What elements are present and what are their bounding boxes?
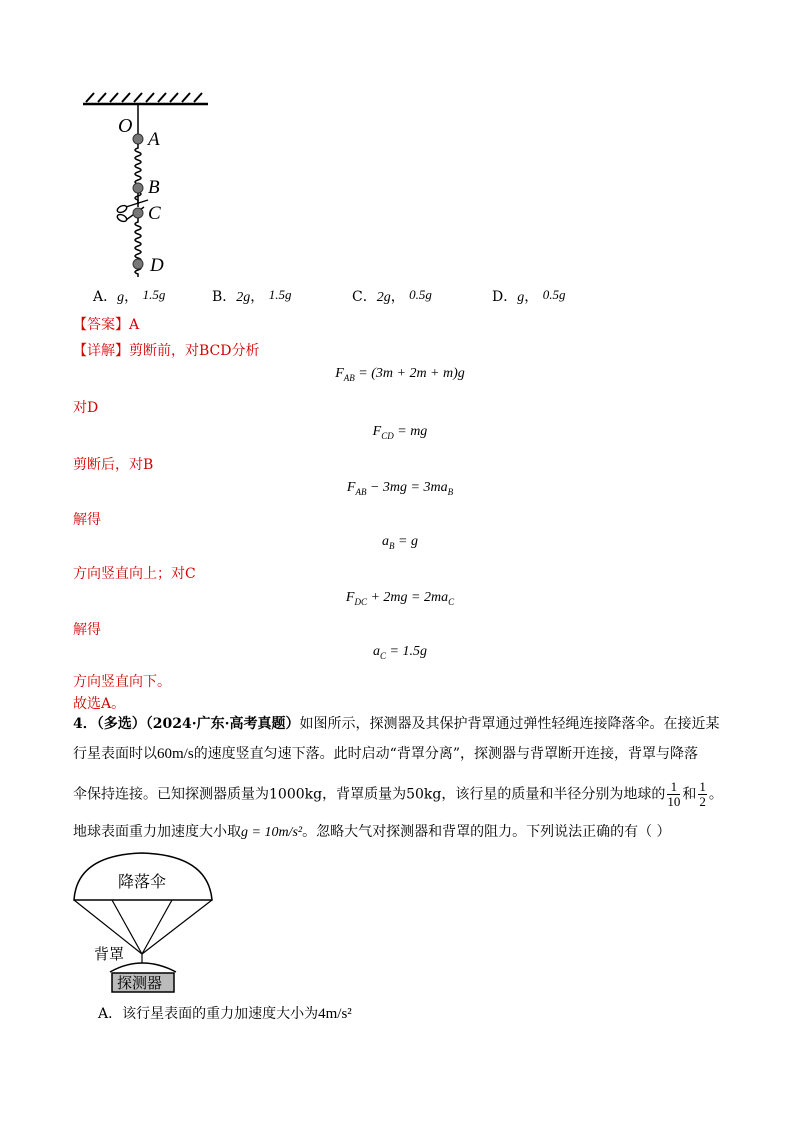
label-o: O: [118, 115, 133, 137]
option-a: A．g， 1.5g: [93, 287, 166, 305]
option-d: D．g， 0.5g: [492, 287, 566, 305]
ball-c: [133, 208, 143, 218]
answer-value: A: [129, 317, 140, 333]
question-tag: （多选）（2024·广东·高考真题）: [96, 716, 300, 732]
detail-intro: 【详解】剪断前，对BCD分析: [73, 343, 260, 359]
label-b: B: [148, 177, 160, 198]
equation-2: $F_{CD}$ = mg: [372, 424, 428, 441]
ball-b: [133, 183, 143, 193]
label-d: D: [150, 255, 164, 276]
question-number: 4．: [73, 716, 97, 732]
ball-d: [133, 259, 143, 269]
question4-line3: 伞保持连接。已知探测器质量为1000kg，背罩质量为50kg，该行星的质量和半径分别为地球的 $\frac{1}{10}$ 和 $\frac{1}{2}$ 。: [73, 779, 723, 809]
fraction-one-half: $\frac{1}{2}$: [699, 779, 706, 809]
ball-a: [133, 134, 143, 144]
equation-5: $F_{DC} + 2mg = 2ma_C$: [345, 590, 455, 607]
probe-label: 探测器: [117, 974, 163, 992]
step-4: 解得: [73, 512, 101, 528]
equation-3: $F_{AB} - 3mg = 3ma_B$: [346, 480, 454, 497]
step-2: 对D: [73, 400, 99, 416]
step-3: 剪断后，对B: [73, 457, 154, 473]
parachute-figure: [72, 852, 217, 994]
spring-system-figure: [78, 92, 218, 277]
backshell-label: 背罩: [94, 945, 125, 963]
option-c: C．2g， 0.5g: [352, 287, 432, 305]
equation-4: $a_B = g$: [382, 534, 418, 551]
label-a: A: [148, 129, 160, 150]
question4-line2: 行星表面时以60m/s的速度竖直匀速下落。此时启动“背罩分离”，探测器与背罩断开连接，背罩与降落: [73, 746, 698, 762]
question4-option-a: A．该行星表面的重力加速度大小为4m/s²: [98, 1006, 352, 1022]
step-5: 方向竖直向上；对C: [73, 566, 196, 582]
step-7: 方向竖直向下。: [73, 674, 171, 690]
question4-line1: 4．（多选）（2024·广东·高考真题）如图所示，探测器及其保护背罩通过弹性轻绳连接降落伞。在接近某: [73, 716, 720, 732]
answer-tag: 【答案】: [73, 317, 129, 333]
step-6: 解得: [73, 622, 101, 638]
fraction-one-tenth: $\frac{1}{10}$: [667, 779, 681, 809]
option-b: B．2g， 1.5g: [212, 287, 292, 305]
equation-6: $a_C = 1.5g$: [373, 644, 427, 661]
question4-line4: 地球表面重力加速度大小取g = 10m/s²。忽略大气对探测器和背罩的阻力。下列说法正确的有（ ）: [73, 824, 671, 840]
label-c: C: [148, 203, 161, 224]
equation-1: $F_{AB} = (3m + 2m + m)g$: [335, 366, 465, 383]
conclusion: 故选A。: [73, 696, 126, 712]
detail-tag: 【详解】: [73, 343, 129, 359]
parachute-label: 降落伞: [118, 872, 167, 891]
answer-line: [73, 314, 139, 334]
